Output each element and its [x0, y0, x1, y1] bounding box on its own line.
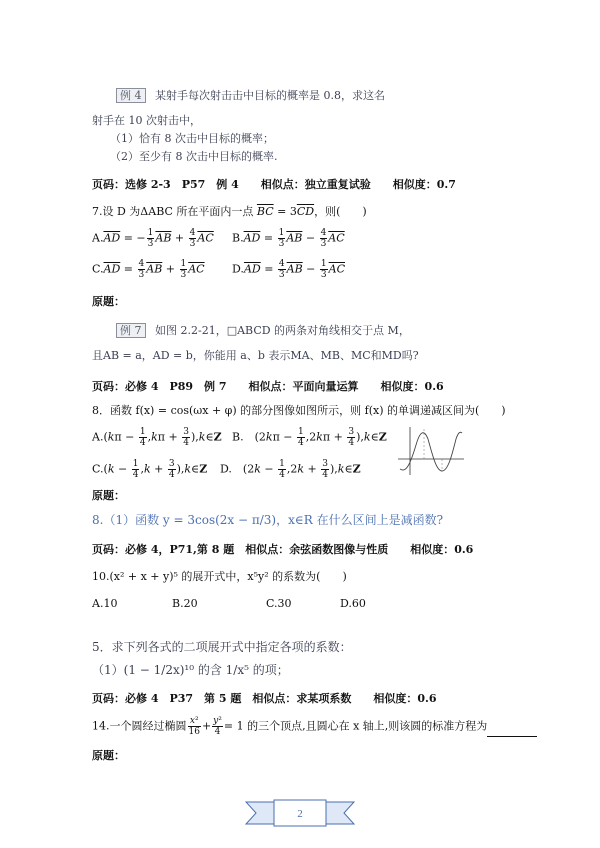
cosine-curve [400, 432, 462, 471]
q8-option-c: C.(k − $\frac{1}{4}$ ,k + $\frac{3}{4}$ ),k∈Z [92, 459, 208, 480]
q7-option-b: $B.\overline{AD}$ = $\frac{1}{3}$ $\overline{AB}$ − $\frac{4}{3}$ $\overline{AC}$ [232, 228, 345, 249]
yuanti-label-2: 原题： [92, 489, 125, 502]
question-10-stem: 10.(x² + x + y)⁵ 的展开式中，x⁵y² 的系数为( ) [92, 570, 347, 583]
q7-option-c: $C.\overline{AD}$ = $\frac{4}{3}$ $\overline{AB}$ + $\frac{1}{3}$ $\overline{AC}$ [92, 259, 205, 280]
q8-option-a: A.(kπ − $\frac{1}{4}$ ,kπ + $\frac{3}{4}$ ),k∈Z [92, 427, 222, 448]
original-10-line2: （1）(1 − 1/2x)¹⁰ 的含 1/x⁵ 的项； [92, 663, 289, 677]
meta-line-3: 页码：必修 4，P71,第 8 题 相似点：余弦函数图像与性质 相似度：0.6 [92, 543, 474, 556]
original-10-line1: 5．求下列各式的二项展开式中指定各项的系数： [92, 640, 352, 654]
example-label: 例 7 [116, 323, 146, 338]
cosine-graph-figure [396, 425, 466, 477]
meta-line-1: 页码：选修 2-3 P57 例 4 相似点：独立重复试验 相似度：0.7 [92, 178, 456, 191]
q10-option-b: B.20 [172, 597, 198, 610]
question-14-stem: 14.一个圆经过椭圆 $\frac{\text{x²}}{16}$ + $\frac{\text{y²}}{4}$ = 1 的三个顶点,且圆心在 x 轴上,则该圆的标准方程为 [92, 716, 537, 737]
q8-option-b: B. (2kπ − $\frac{1}{4}$ ,2kπ + $\frac{3}{4}$ ),k∈Z [232, 427, 387, 448]
q10-option-c: C.30 [266, 597, 292, 610]
yuanti-label-3: 原题： [92, 749, 125, 762]
example-4-item2: （2）至少有 8 次击中目标的概率. [110, 150, 278, 163]
q10-option-a: A.10 [92, 597, 118, 610]
q10-option-d: D.60 [340, 597, 366, 610]
original-8-text: 8.（1）函数 y = 3cos(2x − π/3)，x∈R 在什么区间上是减函数? [92, 513, 444, 527]
meta-line-2: 页码：必修 4 P89 例 7 相似点：平面向量运算 相似度：0.6 [92, 380, 444, 393]
question-7-stem: 7.设 D 为ΔABC 所在平面内一点 $\overline{BC} = 3\overline{CD}$，则( ) [92, 205, 367, 218]
example-7-line1: 例 7 如图 2.2-21，□ABCD 的两条对角线相交于点 M， [116, 322, 410, 338]
page-number: 2 [297, 808, 303, 820]
example-4-line1: 例 4 某射手每次射击击中目标的概率是 0.8，求这名 [116, 87, 385, 103]
question-8-stem: 8．函数 f(x) = cos(ωx + φ) 的部分图像如图所示，则 f(x) 的单调递减区间为( ) [92, 404, 506, 417]
yuanti-label-1: 原题： [92, 295, 125, 308]
answer-blank [487, 726, 537, 737]
example-label: 例 4 [116, 88, 146, 103]
q7-option-d: $D.\overline{AD}$ = $\frac{4}{3}$ $\overline{AB}$ − $\frac{1}{3}$ $\overline{AC}$ [232, 259, 346, 280]
example-4-line2: 射手在 10 次射击中， [92, 114, 201, 127]
meta-line-4: 页码：必修 4 P37 第 5 题 相似点：求某项系数 相似度：0.6 [92, 692, 437, 705]
example-4-item1: （1）恰有 8 次击中目标的概率； [110, 132, 274, 145]
example-7-line2: 且AB = a，AD = b，你能用 a、b 表示MA、MB、MC和MD吗? [92, 349, 419, 362]
q8-option-d: D. (2k − $\frac{1}{4}$ ,2k + $\frac{3}{4}$ ),k∈Z [220, 459, 361, 480]
q7-option-a: $A.\overline{AD}$ = − $\frac{1}{3}$ $\overline{AB}$ + $\frac{4}{3}$ $\overline{AC}$ [92, 228, 214, 249]
